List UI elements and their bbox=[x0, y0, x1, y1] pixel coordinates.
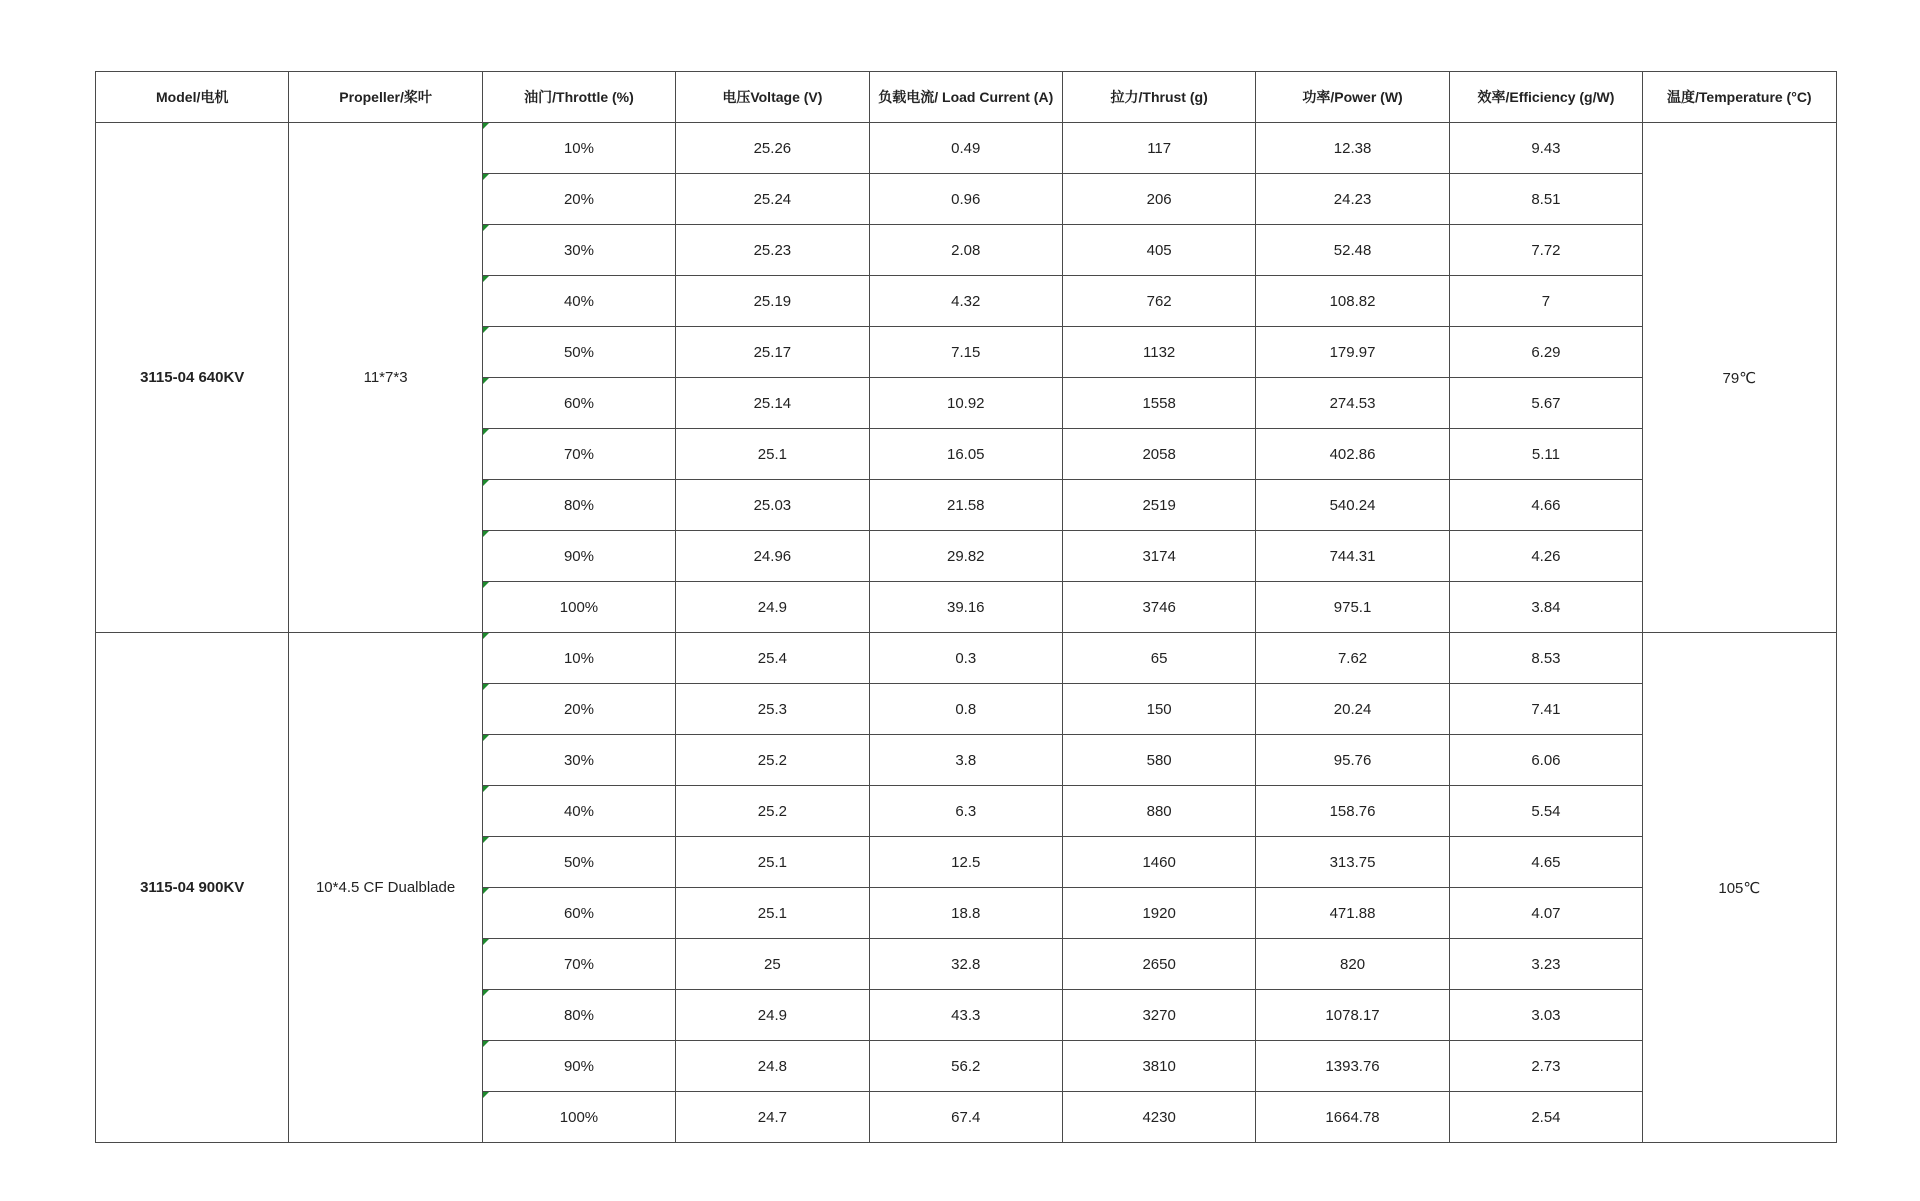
voltage-cell: 25.1 bbox=[676, 837, 869, 888]
thrust-cell: 4230 bbox=[1062, 1092, 1255, 1143]
throttle-cell: 90% bbox=[482, 531, 675, 582]
thrust-cell: 117 bbox=[1062, 123, 1255, 174]
power-cell: 20.24 bbox=[1256, 684, 1449, 735]
throttle-cell: 90% bbox=[482, 1041, 675, 1092]
power-cell: 95.76 bbox=[1256, 735, 1449, 786]
table-row bbox=[96, 633, 1837, 684]
thrust-cell: 2650 bbox=[1062, 939, 1255, 990]
efficiency-cell: 7.72 bbox=[1449, 225, 1642, 276]
load-current-cell: 12.5 bbox=[869, 837, 1062, 888]
voltage-cell: 25.2 bbox=[676, 786, 869, 837]
thrust-cell: 1132 bbox=[1062, 327, 1255, 378]
efficiency-cell: 6.29 bbox=[1449, 327, 1642, 378]
throttle-cell: 40% bbox=[482, 276, 675, 327]
throttle-cell: 30% bbox=[482, 225, 675, 276]
throttle-cell: 80% bbox=[482, 990, 675, 1041]
model-cell: 3115-04 900KV bbox=[96, 633, 289, 1143]
efficiency-cell: 2.54 bbox=[1449, 1092, 1642, 1143]
thrust-cell: 3746 bbox=[1062, 582, 1255, 633]
load-current-cell: 7.15 bbox=[869, 327, 1062, 378]
throttle-cell: 20% bbox=[482, 174, 675, 225]
load-current-cell: 16.05 bbox=[869, 429, 1062, 480]
efficiency-cell: 3.23 bbox=[1449, 939, 1642, 990]
power-cell: 7.62 bbox=[1256, 633, 1449, 684]
voltage-cell: 25.3 bbox=[676, 684, 869, 735]
efficiency-cell: 4.26 bbox=[1449, 531, 1642, 582]
efficiency-cell: 3.03 bbox=[1449, 990, 1642, 1041]
header-temperature: 温度/Temperature (°C) bbox=[1643, 72, 1836, 123]
efficiency-cell: 4.66 bbox=[1449, 480, 1642, 531]
voltage-cell: 25.1 bbox=[676, 888, 869, 939]
power-cell: 820 bbox=[1256, 939, 1449, 990]
load-current-cell: 18.8 bbox=[869, 888, 1062, 939]
power-cell: 52.48 bbox=[1256, 225, 1449, 276]
voltage-cell: 24.9 bbox=[676, 582, 869, 633]
header-throttle: 油门/Throttle (%) bbox=[482, 72, 675, 123]
throttle-cell: 50% bbox=[482, 837, 675, 888]
throttle-cell: 40% bbox=[482, 786, 675, 837]
temperature-cell: 79℃ bbox=[1643, 123, 1836, 633]
load-current-cell: 29.82 bbox=[869, 531, 1062, 582]
thrust-cell: 1558 bbox=[1062, 378, 1255, 429]
load-current-cell: 10.92 bbox=[869, 378, 1062, 429]
model-cell: 3115-04 640KV bbox=[96, 123, 289, 633]
power-cell: 402.86 bbox=[1256, 429, 1449, 480]
efficiency-cell: 2.73 bbox=[1449, 1041, 1642, 1092]
voltage-cell: 25.23 bbox=[676, 225, 869, 276]
voltage-cell: 25.1 bbox=[676, 429, 869, 480]
load-current-cell: 21.58 bbox=[869, 480, 1062, 531]
efficiency-cell: 9.43 bbox=[1449, 123, 1642, 174]
efficiency-cell: 7.41 bbox=[1449, 684, 1642, 735]
voltage-cell: 25.03 bbox=[676, 480, 869, 531]
table-header bbox=[96, 72, 1837, 123]
power-cell: 975.1 bbox=[1256, 582, 1449, 633]
throttle-cell: 50% bbox=[482, 327, 675, 378]
temperature-cell: 105℃ bbox=[1643, 633, 1836, 1143]
header-row bbox=[96, 72, 1837, 123]
voltage-cell: 25.2 bbox=[676, 735, 869, 786]
thrust-cell: 3810 bbox=[1062, 1041, 1255, 1092]
load-current-cell: 2.08 bbox=[869, 225, 1062, 276]
motor-performance-table bbox=[95, 71, 1837, 1143]
load-current-cell: 0.8 bbox=[869, 684, 1062, 735]
efficiency-cell: 4.65 bbox=[1449, 837, 1642, 888]
throttle-cell: 80% bbox=[482, 480, 675, 531]
efficiency-cell: 5.54 bbox=[1449, 786, 1642, 837]
voltage-cell: 24.96 bbox=[676, 531, 869, 582]
table-row bbox=[96, 123, 1837, 174]
power-cell: 313.75 bbox=[1256, 837, 1449, 888]
voltage-cell: 25 bbox=[676, 939, 869, 990]
load-current-cell: 4.32 bbox=[869, 276, 1062, 327]
throttle-cell: 10% bbox=[482, 123, 675, 174]
thrust-cell: 3270 bbox=[1062, 990, 1255, 1041]
throttle-cell: 10% bbox=[482, 633, 675, 684]
thrust-cell: 206 bbox=[1062, 174, 1255, 225]
load-current-cell: 6.3 bbox=[869, 786, 1062, 837]
throttle-cell: 70% bbox=[482, 429, 675, 480]
load-current-cell: 67.4 bbox=[869, 1092, 1062, 1143]
voltage-cell: 25.14 bbox=[676, 378, 869, 429]
load-current-cell: 39.16 bbox=[869, 582, 1062, 633]
load-current-cell: 0.49 bbox=[869, 123, 1062, 174]
voltage-cell: 25.24 bbox=[676, 174, 869, 225]
throttle-cell: 30% bbox=[482, 735, 675, 786]
propeller-cell: 10*4.5 CF Dualblade bbox=[289, 633, 482, 1143]
thrust-cell: 150 bbox=[1062, 684, 1255, 735]
throttle-cell: 20% bbox=[482, 684, 675, 735]
motor-test-sheet bbox=[95, 71, 1836, 1143]
voltage-cell: 25.17 bbox=[676, 327, 869, 378]
header-thrust: 拉力/Thrust (g) bbox=[1062, 72, 1255, 123]
power-cell: 744.31 bbox=[1256, 531, 1449, 582]
header-voltage: 电压Voltage (V) bbox=[676, 72, 869, 123]
power-cell: 274.53 bbox=[1256, 378, 1449, 429]
throttle-cell: 60% bbox=[482, 888, 675, 939]
voltage-cell: 24.7 bbox=[676, 1092, 869, 1143]
header-efficiency: 效率/Efficiency (g/W) bbox=[1449, 72, 1642, 123]
power-cell: 540.24 bbox=[1256, 480, 1449, 531]
thrust-cell: 2058 bbox=[1062, 429, 1255, 480]
voltage-cell: 25.4 bbox=[676, 633, 869, 684]
table-body bbox=[96, 123, 1837, 1143]
thrust-cell: 3174 bbox=[1062, 531, 1255, 582]
power-cell: 471.88 bbox=[1256, 888, 1449, 939]
thrust-cell: 880 bbox=[1062, 786, 1255, 837]
voltage-cell: 24.8 bbox=[676, 1041, 869, 1092]
voltage-cell: 24.9 bbox=[676, 990, 869, 1041]
throttle-cell: 70% bbox=[482, 939, 675, 990]
thrust-cell: 65 bbox=[1062, 633, 1255, 684]
header-propeller: Propeller/桨叶 bbox=[289, 72, 482, 123]
power-cell: 24.23 bbox=[1256, 174, 1449, 225]
voltage-cell: 25.19 bbox=[676, 276, 869, 327]
header-load-current: 负载电流/ Load Current (A) bbox=[869, 72, 1062, 123]
load-current-cell: 32.8 bbox=[869, 939, 1062, 990]
thrust-cell: 580 bbox=[1062, 735, 1255, 786]
propeller-cell: 11*7*3 bbox=[289, 123, 482, 633]
load-current-cell: 56.2 bbox=[869, 1041, 1062, 1092]
power-cell: 158.76 bbox=[1256, 786, 1449, 837]
power-cell: 179.97 bbox=[1256, 327, 1449, 378]
efficiency-cell: 3.84 bbox=[1449, 582, 1642, 633]
efficiency-cell: 6.06 bbox=[1449, 735, 1642, 786]
thrust-cell: 762 bbox=[1062, 276, 1255, 327]
throttle-cell: 60% bbox=[482, 378, 675, 429]
power-cell: 1393.76 bbox=[1256, 1041, 1449, 1092]
throttle-cell: 100% bbox=[482, 582, 675, 633]
efficiency-cell: 4.07 bbox=[1449, 888, 1642, 939]
efficiency-cell: 8.53 bbox=[1449, 633, 1642, 684]
load-current-cell: 3.8 bbox=[869, 735, 1062, 786]
thrust-cell: 405 bbox=[1062, 225, 1255, 276]
throttle-cell: 100% bbox=[482, 1092, 675, 1143]
power-cell: 12.38 bbox=[1256, 123, 1449, 174]
efficiency-cell: 5.67 bbox=[1449, 378, 1642, 429]
header-model: Model/电机 bbox=[96, 72, 289, 123]
voltage-cell: 25.26 bbox=[676, 123, 869, 174]
power-cell: 108.82 bbox=[1256, 276, 1449, 327]
load-current-cell: 43.3 bbox=[869, 990, 1062, 1041]
thrust-cell: 2519 bbox=[1062, 480, 1255, 531]
load-current-cell: 0.96 bbox=[869, 174, 1062, 225]
thrust-cell: 1920 bbox=[1062, 888, 1255, 939]
efficiency-cell: 5.11 bbox=[1449, 429, 1642, 480]
efficiency-cell: 8.51 bbox=[1449, 174, 1642, 225]
power-cell: 1078.17 bbox=[1256, 990, 1449, 1041]
load-current-cell: 0.3 bbox=[869, 633, 1062, 684]
header-power: 功率/Power (W) bbox=[1256, 72, 1449, 123]
thrust-cell: 1460 bbox=[1062, 837, 1255, 888]
power-cell: 1664.78 bbox=[1256, 1092, 1449, 1143]
efficiency-cell: 7 bbox=[1449, 276, 1642, 327]
